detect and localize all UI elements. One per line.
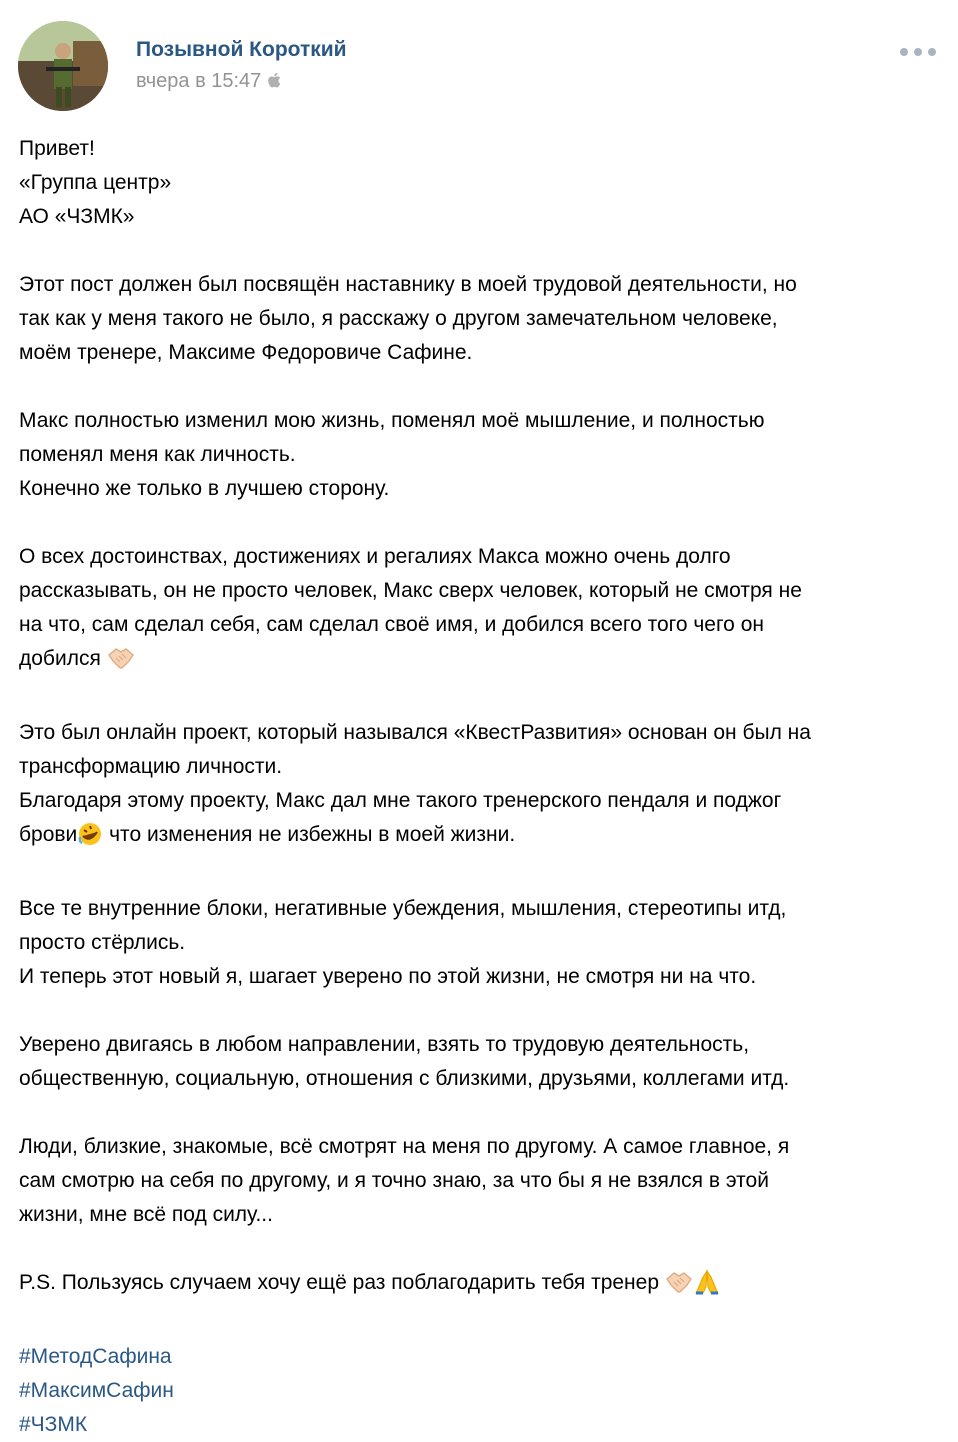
- handshake-emoji-icon: [665, 1269, 693, 1306]
- post-line: что изменения не избежны в моей жизни.: [103, 823, 516, 846]
- post-line: О всех достоинствах, достижениях и регалиях Макса можно очень долго: [19, 545, 731, 568]
- post-line: Конечно же только в лучшею сторону.: [19, 477, 390, 500]
- post-line: общественную, социальную, отношения с близкими, друзьями, коллегами итд.: [19, 1067, 790, 1090]
- dot: [900, 48, 908, 56]
- praying-hands-emoji-icon: [693, 1267, 721, 1306]
- dot: [928, 48, 936, 56]
- author-name[interactable]: Позывной Короткий: [136, 38, 347, 61]
- post-body: [19, 132, 939, 1442]
- paragraph-gap: [19, 858, 939, 892]
- post-line: Люди, близкие, знакомые, всё смотрят на меня по другому. А самое главное, я: [19, 1135, 790, 1158]
- post-line-with-emoji: [19, 642, 939, 682]
- post-line: Этот пост должен был посвящён наставнику в моей трудовой деятельности, но: [19, 273, 797, 296]
- handshake-emoji-icon: [107, 645, 135, 682]
- paragraph-gap: [19, 370, 939, 404]
- post-line: так как у меня такого не было, я расскажу о другом замечательном человеке,: [19, 307, 778, 330]
- post-line-with-emoji: [19, 1266, 939, 1306]
- hashtag-link[interactable]: #ЧЗМК: [19, 1413, 88, 1436]
- post-line: «Группа центр»: [19, 171, 172, 194]
- paragraph-gap: [19, 994, 939, 1028]
- post-line: моём тренере, Максиме Федоровиче Сафине.: [19, 341, 473, 364]
- rofl-emoji-icon: [77, 821, 103, 858]
- paragraph-gap: [19, 682, 939, 716]
- post-line: АО «ЧЗМК»: [19, 205, 135, 228]
- dot: [914, 48, 922, 56]
- paragraph-gap: [19, 506, 939, 540]
- hashtag-link[interactable]: #МаксимСафин: [19, 1379, 174, 1402]
- post-line: жизни, мне всё под силу...: [19, 1203, 273, 1226]
- post-line: Все те внутренние блоки, негативные убеждения, мышления, стереотипы итд,: [19, 897, 787, 920]
- post-line: Привет!: [19, 137, 95, 160]
- post-line: Это был онлайн проект, который назывался «КвестРазвития» основан он был на: [19, 721, 811, 744]
- post-line: на что, сам сделал себя, сам сделал своё имя, и добился всего того чего он: [19, 613, 764, 636]
- avatar[interactable]: [18, 21, 108, 111]
- post-time-text[interactable]: вчера в 15:47: [136, 70, 262, 92]
- post-line: P.S. Пользуясь случаем хочу ещё раз поблагодарить тебя тренер: [19, 1271, 660, 1294]
- post-line: брови: [19, 823, 78, 846]
- post-line: сам смотрю на себя по другому, и я точно знаю, за что бы я не взялся в этой: [19, 1169, 769, 1192]
- paragraph-gap: [19, 1096, 939, 1130]
- post-time[interactable]: [136, 68, 281, 96]
- post-line: добился: [19, 647, 101, 670]
- post-line-with-emoji: [19, 818, 939, 858]
- more-dots-icon[interactable]: [900, 44, 936, 60]
- post-line: просто стёрлись.: [19, 931, 186, 954]
- apple-icon: [267, 70, 281, 96]
- post-header: [0, 0, 958, 120]
- paragraph-gap: [19, 1306, 939, 1340]
- post-line: Уверено двигаясь в любом направлении, взять то трудовую деятельность,: [19, 1033, 750, 1056]
- post-line: И теперь этот новый я, шагает уверено по этой жизни, не смотря ни на что.: [19, 965, 757, 988]
- paragraph-gap: [19, 234, 939, 268]
- post-line: Макс полностью изменил мою жизнь, поменял моё мышление, и полностью: [19, 409, 765, 432]
- post-line: рассказывать, он не просто человек, Макс сверх человек, который не смотря не: [19, 579, 802, 602]
- post-line: Благодаря этому проекту, Макс дал мне такого тренерского пендаля и поджог: [19, 789, 782, 812]
- post-line: поменял меня как личность.: [19, 443, 296, 466]
- paragraph-gap: [19, 1232, 939, 1266]
- post-line: трансформацию личности.: [19, 755, 283, 778]
- hashtag-link[interactable]: #МетодСафина: [19, 1345, 172, 1368]
